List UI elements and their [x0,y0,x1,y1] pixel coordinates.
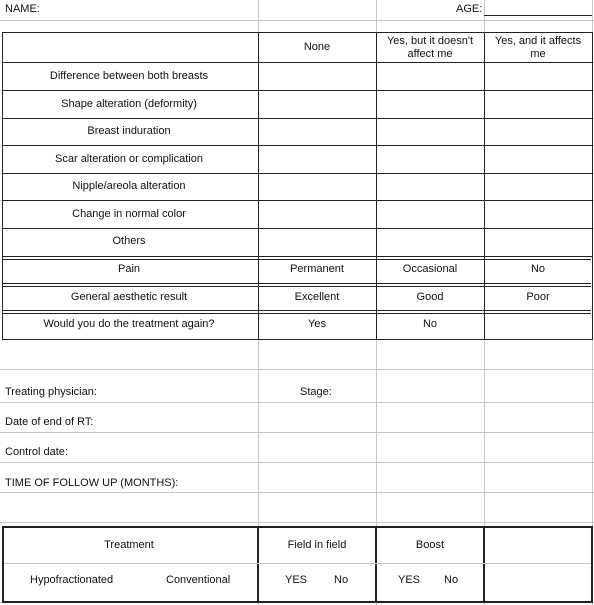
rt-end-label: Date of end of RT: [5,416,94,428]
col-header-yes-affects-line1: Yes, and it affects [494,35,582,47]
conventional-label: Conventional [166,574,231,586]
pain-option: Occasional [402,263,458,275]
symptom-label: Scar alteration or complication [55,153,203,165]
table-line [2,90,593,91]
col-header-none: None [303,41,331,53]
field-no-label: No [334,574,349,586]
table-line [483,526,485,603]
table-line [257,526,259,603]
table-line [2,145,593,146]
name-label: NAME: [5,3,40,15]
aesthetic-option: Poor [526,291,550,303]
again-option: Yes [308,318,326,330]
grid-line [0,462,594,463]
pain-option: Permanent [290,263,344,275]
table-line [2,339,593,340]
col-header-yes-not-affect-line1: Yes, but it doesn't [386,35,474,47]
again-label: Would you do the treatment again? [43,318,215,330]
follow-up-label: TIME OF FOLLOW UP (MONTHS): [5,477,179,489]
aesthetic-option: Excellent [294,291,340,303]
aesthetic-label: General aesthetic result [70,291,188,303]
grid-line [0,402,594,403]
pain-label: Pain [117,263,141,275]
grid-line [0,522,594,523]
table-line [2,173,593,174]
table-line [2,118,593,119]
table-line [375,526,377,603]
table-line [2,200,593,201]
age-label: AGE: [456,3,483,15]
stage-label: Stage: [300,386,332,398]
grid-line [0,432,594,433]
table-line [2,62,593,63]
hypofractionated-label: Hypofractionated [30,574,114,586]
table-line [2,228,593,229]
grid-line [0,492,594,493]
symptom-label: Change in normal color [72,208,186,220]
boost-yes-label: YES [398,574,421,586]
table-line [592,256,593,340]
table-double-line [2,310,591,314]
grid-line [0,20,594,21]
again-option: No [422,318,438,330]
field-yes-label: YES [285,574,308,586]
symptom-label: Difference between both breasts [49,70,209,82]
control-date-label: Control date: [5,446,68,458]
boost-no-label: No [444,574,459,586]
grid-line [0,369,594,370]
treatment-label: Treatment [104,539,154,551]
symptom-label: Shape alteration (deformity) [61,98,197,110]
treating-physician-label: Treating physician: [5,386,97,398]
boost-label: Boost [415,539,445,551]
symptom-label: Others [112,235,146,247]
field-in-field-label: Field in field [287,539,347,551]
pain-option: No [530,263,546,275]
table-line [4,563,591,564]
col-header-yes-affects-line2: me [530,48,546,60]
symptom-label: Nipple/areola alteration [72,180,186,192]
aesthetic-option: Good [416,291,444,303]
table-double-line [2,256,591,260]
age-underline [484,15,592,16]
treatment-table [2,526,593,603]
col-header-yes-not-affect-line2: affect me [407,48,453,60]
symptom-label: Breast induration [87,125,171,137]
table-double-line [2,283,591,287]
